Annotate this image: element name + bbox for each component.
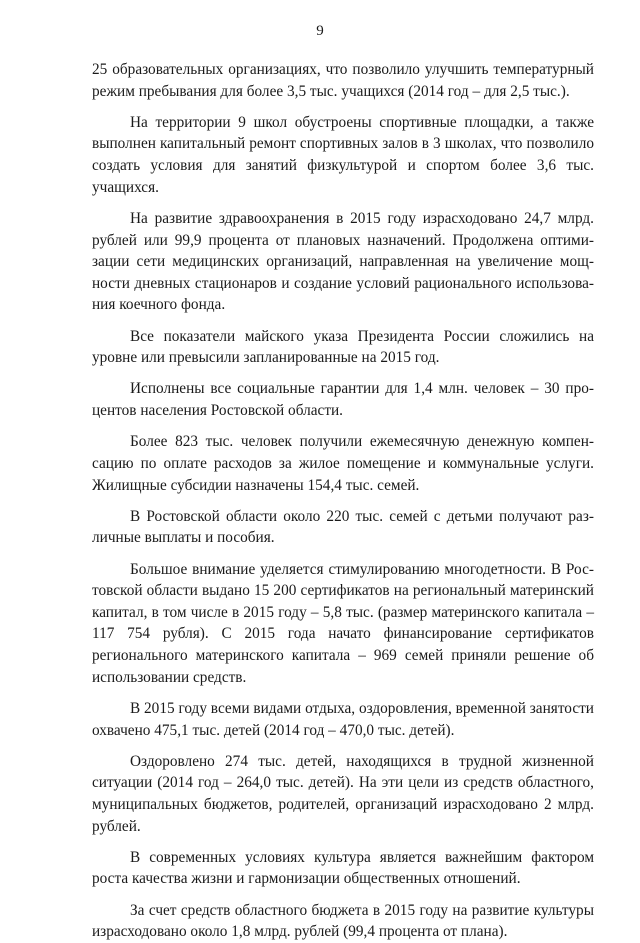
paragraph-may-decree: Все показатели майского указа Президента России сложились на уровне или превысили запланированные на 2015 год. [92, 327, 594, 367]
paragraph-social-guarantees: Исполнены все социальные гарантии для 1,4 млн. человек – 30 процентов населения Ростовской области. [92, 380, 594, 420]
paragraph-children-health: Оздоровлено 274 тыс. детей, находящихся в трудной жизненной ситуации (2014 год – 264,0 тыс. детей). На эти цели из средств областного, муниципальных бюджетов, родителей, организаций израсходовано 2 млрд. рублей. [92, 752, 594, 835]
paragraph-children-recreation: В 2015 году всеми видами отдыха, оздоровления, временной занятости охвачено 475,1 тыс. детей (2014 год – 470,0 тыс. детей). [92, 699, 594, 739]
paragraph-culture-budget: За счет средств областного бюджета в 2015 году на развитие культуры израсходовано около 1,8 млрд. рублей (99,4 процента от плана). [92, 901, 594, 941]
paragraph-sports-grounds: На территории 9 школ обустроены спортивные площадки, а также выполнен капитальный ремонт спортивных залов в 3 школах, что позволило создать условия для занятий физкультурой и спортом более 3,6 тыс. учащихся. [92, 113, 594, 196]
paragraph-compensation: Более 823 тыс. человек получили ежемесячную денежную компенсацию по оплате расходов за жилое помещение и коммунальные услуги. Жилищные субсидии назначены 154,4 тыс. семей. [92, 433, 594, 494]
document-body [92, 59, 594, 943]
page-number: 9 [316, 23, 324, 39]
paragraph-culture-factor: В современных условиях культура является важнейшим фактором роста качества жизни и гармонизации общественных отношений. [92, 848, 594, 888]
paragraph-healthcare: На развитие здравоохранения в 2015 году израсходовано 24,7 млрд. рублей или 99,9 процента от плановых назначений. Продолжена оптимизации сети медицинских организаций, направленная на увеличение мощности дневных стационаров и создание условий рационального использования коечного фонда. [92, 209, 594, 314]
paragraph-family-payments: В Ростовской области около 220 тыс. семей с детьми получают различные выплаты и пособия. [92, 507, 594, 547]
paragraph-large-families: Большое внимание уделяется стимулированию многодетности. В Ростовской области выдано 15 200 сертификатов на региональный материнский капитал, в том числе в 2015 году – 5,8 тыс. (размер материнского капитала – 117 754 рубля). С 2015 года начато финансирование сертификатов регионального материнского капитала – 969 семей приняли решение об использовании средств. [92, 560, 594, 686]
paragraph-continuation-heating: 25 образовательных организациях, что позволило улучшить температурный режим пребывания для более 3,5 тыс. учащихся (2014 год – для 2,5 тыс.). [92, 61, 594, 100]
